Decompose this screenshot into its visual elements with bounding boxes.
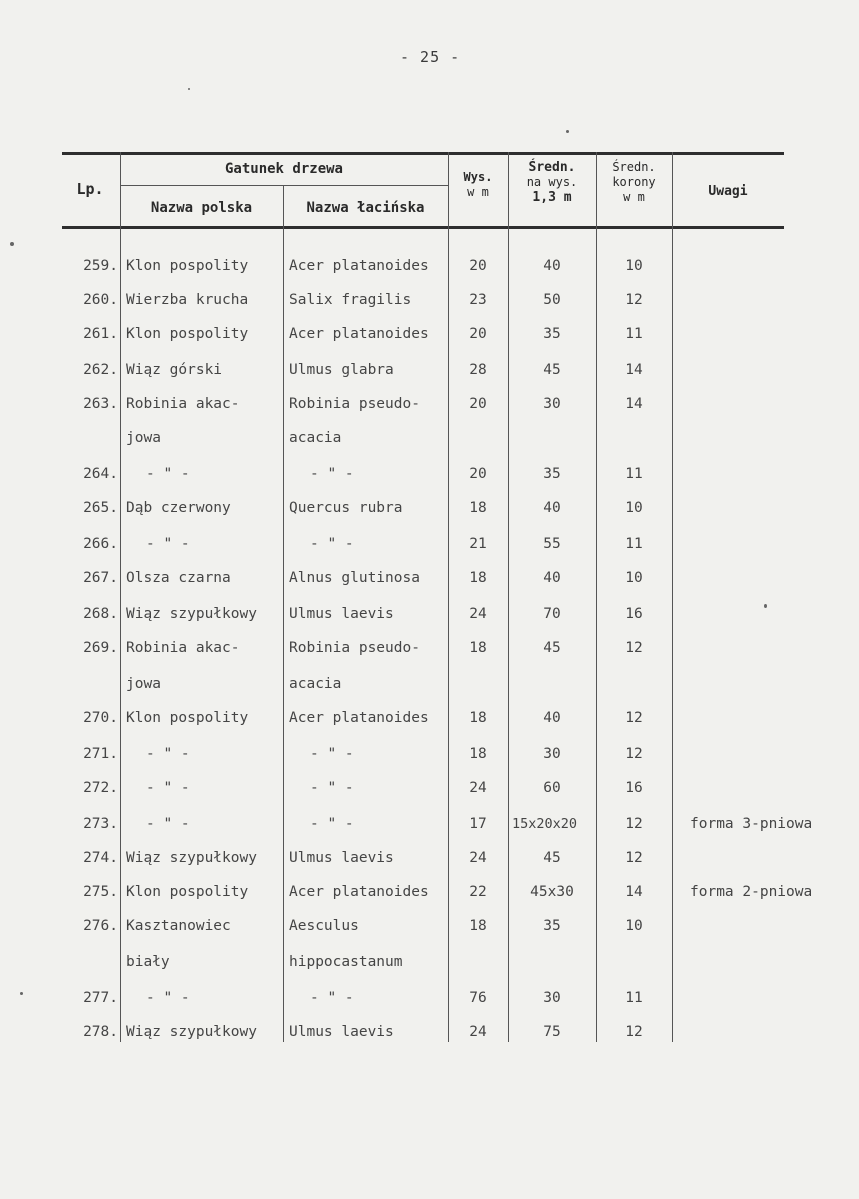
row-notes: forma 2-pniowa	[690, 884, 813, 900]
row-lp: 270.	[83, 710, 118, 726]
row-crown: 10	[625, 500, 643, 516]
row-crown: 10	[625, 918, 643, 934]
row-lp: 260.	[83, 292, 118, 308]
row-crown: 11	[625, 466, 643, 482]
row-latin-name: - " -	[310, 990, 354, 1006]
row-polish-name: Wierzba krucha	[126, 292, 249, 308]
row-crown: 14	[625, 884, 643, 900]
row-polish-name: - " -	[146, 816, 190, 832]
row-polish-name: Wiąz górski	[126, 362, 223, 378]
header-bottom-rule	[62, 226, 784, 229]
row-latin-name-cont: acacia	[289, 430, 342, 446]
row-diameter: 55	[543, 536, 561, 552]
row-polish-name: Robinia akac-	[126, 396, 240, 412]
row-latin-name: Ulmus laevis	[289, 606, 394, 622]
row-polish-name: - " -	[146, 466, 190, 482]
row-latin-name: Robinia pseudo-	[289, 396, 420, 412]
row-lp: 278.	[83, 1024, 118, 1040]
row-lp: 277.	[83, 990, 118, 1006]
column-rule	[283, 185, 284, 1042]
row-latin-name: Alnus glutinosa	[289, 570, 420, 586]
row-height: 24	[469, 1024, 487, 1040]
row-diameter: 35	[543, 326, 561, 342]
scan-speck	[764, 604, 767, 608]
row-latin-name: - " -	[310, 746, 354, 762]
row-latin-name: Acer platanoides	[289, 884, 429, 900]
row-lp: 267.	[83, 570, 118, 586]
row-crown: 10	[625, 570, 643, 586]
row-diameter: 30	[543, 396, 561, 412]
page-number: - 25 -	[400, 48, 461, 66]
header-latin-name: Nazwa łacińska	[306, 200, 425, 216]
row-height: 22	[469, 884, 487, 900]
row-latin-name: - " -	[310, 780, 354, 796]
row-polish-name: - " -	[146, 746, 190, 762]
scan-speck	[188, 88, 190, 90]
row-polish-name: Olsza czarna	[126, 570, 231, 586]
row-lp: 268.	[83, 606, 118, 622]
row-height: 20	[469, 466, 487, 482]
row-polish-name-cont: biały	[126, 954, 170, 970]
header-lp: Lp.	[76, 180, 104, 198]
scan-speck	[566, 130, 569, 133]
row-diameter: 30	[543, 990, 561, 1006]
row-lp: 261.	[83, 326, 118, 342]
row-latin-name: Ulmus laevis	[289, 1024, 394, 1040]
row-latin-name: Quercus rubra	[289, 500, 403, 516]
row-crown: 12	[625, 292, 643, 308]
row-lp: 275.	[83, 884, 118, 900]
row-polish-name: Wiąz szypułkowy	[126, 606, 257, 622]
row-height: 18	[469, 746, 487, 762]
row-lp: 269.	[83, 640, 118, 656]
row-polish-name: - " -	[146, 780, 190, 796]
column-rule	[448, 152, 449, 1042]
column-rule	[596, 152, 597, 1042]
row-height: 24	[469, 606, 487, 622]
row-crown: 16	[625, 606, 643, 622]
row-crown: 12	[625, 746, 643, 762]
row-polish-name: - " -	[146, 536, 190, 552]
row-diameter: 40	[543, 500, 561, 516]
row-diameter: 40	[543, 570, 561, 586]
row-height: 24	[469, 850, 487, 866]
row-latin-name: Aesculus	[289, 918, 359, 934]
header-crown: Średn. korony w m	[612, 160, 656, 204]
row-height: 18	[469, 570, 487, 586]
row-crown: 14	[625, 362, 643, 378]
row-latin-name: Acer platanoides	[289, 710, 429, 726]
row-crown: 16	[625, 780, 643, 796]
row-polish-name: Wiąz szypułkowy	[126, 850, 257, 866]
row-latin-name: Acer platanoides	[289, 326, 429, 342]
row-height: 76	[469, 990, 487, 1006]
row-latin-name: - " -	[310, 466, 354, 482]
row-crown: 14	[625, 396, 643, 412]
row-crown: 12	[625, 640, 643, 656]
row-polish-name-cont: jowa	[126, 676, 161, 692]
row-polish-name: Klon pospolity	[126, 326, 249, 342]
scan-speck	[20, 992, 23, 995]
row-polish-name: Klon pospolity	[126, 884, 249, 900]
row-latin-name: Robinia pseudo-	[289, 640, 420, 656]
row-lp: 263.	[83, 396, 118, 412]
column-rule	[508, 152, 509, 1042]
row-diameter: 50	[543, 292, 561, 308]
row-diameter: 45	[543, 640, 561, 656]
column-rule	[120, 152, 121, 1042]
table-top-rule	[62, 152, 784, 155]
row-lp: 274.	[83, 850, 118, 866]
row-height: 28	[469, 362, 487, 378]
row-diameter: 40	[543, 258, 561, 274]
row-lp: 262.	[83, 362, 118, 378]
header-height: Wys. w m	[463, 170, 493, 199]
row-latin-name: Salix fragilis	[289, 292, 412, 308]
header-species-group: Gatunek drzewa	[224, 161, 343, 177]
row-height: 18	[469, 918, 487, 934]
row-diameter: 75	[543, 1024, 561, 1040]
row-diameter: 40	[543, 710, 561, 726]
row-latin-name: - " -	[310, 816, 354, 832]
row-height: 23	[469, 292, 487, 308]
row-latin-name: Ulmus glabra	[289, 362, 394, 378]
row-height: 18	[469, 500, 487, 516]
row-height: 20	[469, 326, 487, 342]
row-diameter: 70	[543, 606, 561, 622]
row-polish-name: - " -	[146, 990, 190, 1006]
row-diameter: 45	[543, 362, 561, 378]
row-diameter: 60	[543, 780, 561, 796]
row-polish-name: Wiąz szypułkowy	[126, 1024, 257, 1040]
row-polish-name-cont: jowa	[126, 430, 161, 446]
row-lp: 273.	[83, 816, 118, 832]
row-latin-name: Ulmus laevis	[289, 850, 394, 866]
row-latin-name: - " -	[310, 536, 354, 552]
row-lp: 266.	[83, 536, 118, 552]
row-crown: 12	[625, 710, 643, 726]
row-crown: 11	[625, 990, 643, 1006]
row-lp: 271.	[83, 746, 118, 762]
row-lp: 259.	[83, 258, 118, 274]
row-polish-name: Klon pospolity	[126, 710, 249, 726]
row-crown: 12	[625, 816, 643, 832]
row-crown: 12	[625, 1024, 643, 1040]
header-polish-name: Nazwa polska	[150, 200, 253, 216]
row-diameter: 30	[543, 746, 561, 762]
row-lp: 276.	[83, 918, 118, 934]
row-polish-name: Kasztanowiec	[126, 918, 231, 934]
row-height: 24	[469, 780, 487, 796]
header-diameter: Średn. na wys. 1,3 m	[526, 160, 578, 205]
row-polish-name: Dąb czerwony	[126, 500, 231, 516]
row-height: 20	[469, 258, 487, 274]
row-height: 17	[469, 816, 487, 832]
scan-speck	[10, 242, 14, 246]
row-height: 21	[469, 536, 487, 552]
row-height: 20	[469, 396, 487, 412]
row-lp: 272.	[83, 780, 118, 796]
row-polish-name: Robinia akac-	[126, 640, 240, 656]
column-rule	[672, 152, 673, 1042]
row-lp: 264.	[83, 466, 118, 482]
row-diameter: 35	[543, 918, 561, 934]
row-crown: 12	[625, 850, 643, 866]
row-crown: 10	[625, 258, 643, 274]
group-header-rule	[120, 185, 448, 186]
row-notes: forma 3-pniowa	[690, 816, 813, 832]
row-crown: 11	[625, 536, 643, 552]
row-diameter: 35	[543, 466, 561, 482]
row-diameter: 45	[543, 850, 561, 866]
row-polish-name: Klon pospolity	[126, 258, 249, 274]
row-latin-name-cont: acacia	[289, 676, 342, 692]
row-lp: 265.	[83, 500, 118, 516]
row-latin-name-cont: hippocastanum	[289, 954, 403, 970]
row-height: 18	[469, 710, 487, 726]
header-notes: Uwagi	[708, 184, 748, 199]
row-diameter: 45x30	[530, 884, 574, 900]
row-crown: 11	[625, 326, 643, 342]
row-latin-name: Acer platanoides	[289, 258, 429, 274]
row-diameter: 15x20x20	[512, 816, 578, 832]
row-height: 18	[469, 640, 487, 656]
